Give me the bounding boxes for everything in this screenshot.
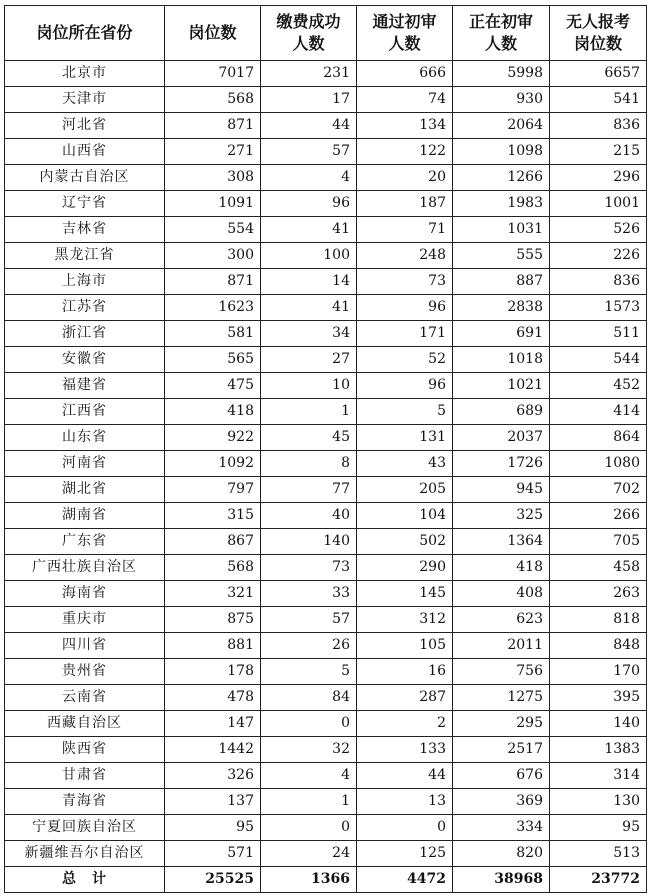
province-cell: 安徽省 [5, 347, 165, 373]
province-cell: 天津市 [5, 87, 165, 113]
positions-cell: 565 [165, 347, 261, 373]
passed-cell: 96 [357, 373, 453, 399]
no-applicant-cell: 1080 [550, 451, 647, 477]
table-row [5, 87, 647, 113]
paid-cell: 0 [261, 815, 357, 841]
passed-cell: 312 [357, 607, 453, 633]
no-applicant-cell: 452 [550, 373, 647, 399]
positions-cell: 475 [165, 373, 261, 399]
reviewing-cell: 945 [453, 477, 550, 503]
reviewing-cell: 334 [453, 815, 550, 841]
positions-cell: 1092 [165, 451, 261, 477]
province-cell: 黑龙江省 [5, 243, 165, 269]
reviewing-cell: 418 [453, 555, 550, 581]
no-applicant-cell: 836 [550, 113, 647, 139]
table-body [5, 61, 647, 893]
passed-cell: 74 [357, 87, 453, 113]
positions-cell: 478 [165, 685, 261, 711]
table-row [5, 191, 647, 217]
table-row [5, 113, 647, 139]
table-row [5, 243, 647, 269]
table-row [5, 425, 647, 451]
positions-cell: 797 [165, 477, 261, 503]
table-row [5, 789, 647, 815]
paid-cell: 1 [261, 789, 357, 815]
paid-cell: 41 [261, 295, 357, 321]
applicant-stats-table [4, 5, 647, 893]
reviewing-cell: 1098 [453, 139, 550, 165]
positions-cell: 871 [165, 269, 261, 295]
no-applicant-cell: 414 [550, 399, 647, 425]
paid-cell: 73 [261, 555, 357, 581]
reviewing-cell: 555 [453, 243, 550, 269]
paid-cell: 32 [261, 737, 357, 763]
paid-cell: 45 [261, 425, 357, 451]
total-row [5, 867, 647, 893]
no-applicant-cell: 705 [550, 529, 647, 555]
passed-cell: 122 [357, 139, 453, 165]
province-cell: 山东省 [5, 425, 165, 451]
paid-cell: 77 [261, 477, 357, 503]
province-cell: 新疆维吾尔自治区 [5, 841, 165, 867]
reviewing-cell: 691 [453, 321, 550, 347]
positions-cell: 571 [165, 841, 261, 867]
reviewing-cell: 295 [453, 711, 550, 737]
passed-cell: 290 [357, 555, 453, 581]
positions-cell: 271 [165, 139, 261, 165]
table-row [5, 659, 647, 685]
passed-cell: 105 [357, 633, 453, 659]
no-applicant-cell: 266 [550, 503, 647, 529]
no-applicant-cell: 526 [550, 217, 647, 243]
no-applicant-cell: 263 [550, 581, 647, 607]
province-cell: 云南省 [5, 685, 165, 711]
reviewing-cell: 623 [453, 607, 550, 633]
province-cell: 上海市 [5, 269, 165, 295]
reviewing-cell: 887 [453, 269, 550, 295]
passed-cell: 44 [357, 763, 453, 789]
province-cell: 河南省 [5, 451, 165, 477]
positions-cell: 867 [165, 529, 261, 555]
total-no-applicant-cell: 23772 [550, 867, 647, 893]
passed-cell: 171 [357, 321, 453, 347]
no-applicant-cell: 170 [550, 659, 647, 685]
no-applicant-cell: 848 [550, 633, 647, 659]
reviewing-cell: 1018 [453, 347, 550, 373]
passed-cell: 134 [357, 113, 453, 139]
header-province: 岗位所在省份 [5, 6, 165, 61]
positions-cell: 1442 [165, 737, 261, 763]
no-applicant-cell: 140 [550, 711, 647, 737]
reviewing-cell: 2838 [453, 295, 550, 321]
no-applicant-cell: 6657 [550, 61, 647, 87]
paid-cell: 140 [261, 529, 357, 555]
paid-cell: 33 [261, 581, 357, 607]
paid-cell: 1 [261, 399, 357, 425]
province-cell: 贵州省 [5, 659, 165, 685]
positions-cell: 881 [165, 633, 261, 659]
table-row [5, 529, 647, 555]
province-cell: 陕西省 [5, 737, 165, 763]
table-row [5, 815, 647, 841]
province-cell: 辽宁省 [5, 191, 165, 217]
positions-cell: 321 [165, 581, 261, 607]
province-cell: 吉林省 [5, 217, 165, 243]
province-cell: 北京市 [5, 61, 165, 87]
passed-cell: 13 [357, 789, 453, 815]
table-row [5, 139, 647, 165]
passed-cell: 16 [357, 659, 453, 685]
no-applicant-cell: 541 [550, 87, 647, 113]
passed-cell: 43 [357, 451, 453, 477]
no-applicant-cell: 1383 [550, 737, 647, 763]
no-applicant-cell: 314 [550, 763, 647, 789]
table-row [5, 633, 647, 659]
paid-cell: 41 [261, 217, 357, 243]
positions-cell: 922 [165, 425, 261, 451]
province-cell: 青海省 [5, 789, 165, 815]
province-cell: 福建省 [5, 373, 165, 399]
positions-cell: 581 [165, 321, 261, 347]
no-applicant-cell: 544 [550, 347, 647, 373]
paid-cell: 17 [261, 87, 357, 113]
positions-cell: 147 [165, 711, 261, 737]
positions-cell: 95 [165, 815, 261, 841]
reviewing-cell: 1266 [453, 165, 550, 191]
reviewing-cell: 5998 [453, 61, 550, 87]
province-cell: 西藏自治区 [5, 711, 165, 737]
passed-cell: 666 [357, 61, 453, 87]
table-row [5, 61, 647, 87]
reviewing-cell: 2517 [453, 737, 550, 763]
passed-cell: 5 [357, 399, 453, 425]
paid-cell: 44 [261, 113, 357, 139]
positions-cell: 1623 [165, 295, 261, 321]
passed-cell: 205 [357, 477, 453, 503]
header-passed: 通过初审 人数 [357, 6, 453, 61]
table-row [5, 607, 647, 633]
passed-cell: 131 [357, 425, 453, 451]
table-row [5, 217, 647, 243]
province-cell: 重庆市 [5, 607, 165, 633]
no-applicant-cell: 130 [550, 789, 647, 815]
reviewing-cell: 1983 [453, 191, 550, 217]
table-row [5, 737, 647, 763]
passed-cell: 248 [357, 243, 453, 269]
positions-cell: 871 [165, 113, 261, 139]
province-cell: 浙江省 [5, 321, 165, 347]
province-cell: 甘肃省 [5, 763, 165, 789]
reviewing-cell: 1275 [453, 685, 550, 711]
paid-cell: 40 [261, 503, 357, 529]
no-applicant-cell: 511 [550, 321, 647, 347]
no-applicant-cell: 215 [550, 139, 647, 165]
table-row [5, 685, 647, 711]
table-row [5, 477, 647, 503]
paid-cell: 84 [261, 685, 357, 711]
reviewing-cell: 689 [453, 399, 550, 425]
province-cell: 广西壮族自治区 [5, 555, 165, 581]
reviewing-cell: 676 [453, 763, 550, 789]
positions-cell: 178 [165, 659, 261, 685]
reviewing-cell: 1726 [453, 451, 550, 477]
positions-cell: 1091 [165, 191, 261, 217]
passed-cell: 104 [357, 503, 453, 529]
header-paid: 缴费成功 人数 [261, 6, 357, 61]
passed-cell: 0 [357, 815, 453, 841]
passed-cell: 125 [357, 841, 453, 867]
no-applicant-cell: 226 [550, 243, 647, 269]
passed-cell: 96 [357, 295, 453, 321]
passed-cell: 187 [357, 191, 453, 217]
reviewing-cell: 325 [453, 503, 550, 529]
positions-cell: 326 [165, 763, 261, 789]
table-row [5, 841, 647, 867]
province-cell: 海南省 [5, 581, 165, 607]
header-positions: 岗位数 [165, 6, 261, 61]
reviewing-cell: 408 [453, 581, 550, 607]
province-cell: 江苏省 [5, 295, 165, 321]
province-cell: 广东省 [5, 529, 165, 555]
province-cell: 湖南省 [5, 503, 165, 529]
table-row [5, 581, 647, 607]
reviewing-cell: 369 [453, 789, 550, 815]
no-applicant-cell: 95 [550, 815, 647, 841]
province-cell: 四川省 [5, 633, 165, 659]
reviewing-cell: 1364 [453, 529, 550, 555]
paid-cell: 57 [261, 607, 357, 633]
positions-cell: 137 [165, 789, 261, 815]
positions-cell: 418 [165, 399, 261, 425]
province-cell: 江西省 [5, 399, 165, 425]
reviewing-cell: 2037 [453, 425, 550, 451]
reviewing-cell: 2064 [453, 113, 550, 139]
positions-cell: 308 [165, 165, 261, 191]
province-cell: 宁夏回族自治区 [5, 815, 165, 841]
province-cell: 湖北省 [5, 477, 165, 503]
total-positions-cell: 25525 [165, 867, 261, 893]
paid-cell: 4 [261, 763, 357, 789]
table-row [5, 711, 647, 737]
total-paid-cell: 1366 [261, 867, 357, 893]
passed-cell: 2 [357, 711, 453, 737]
passed-cell: 71 [357, 217, 453, 243]
table-row [5, 373, 647, 399]
passed-cell: 145 [357, 581, 453, 607]
total-label: 总 计 [5, 867, 165, 893]
paid-cell: 24 [261, 841, 357, 867]
table-row [5, 321, 647, 347]
header-no-applicant: 无人报考 岗位数 [550, 6, 647, 61]
no-applicant-cell: 1573 [550, 295, 647, 321]
passed-cell: 52 [357, 347, 453, 373]
no-applicant-cell: 818 [550, 607, 647, 633]
total-passed-cell: 4472 [357, 867, 453, 893]
paid-cell: 100 [261, 243, 357, 269]
table-row [5, 295, 647, 321]
passed-cell: 73 [357, 269, 453, 295]
header-reviewing: 正在初审 人数 [453, 6, 550, 61]
table-row [5, 347, 647, 373]
passed-cell: 502 [357, 529, 453, 555]
positions-cell: 7017 [165, 61, 261, 87]
paid-cell: 5 [261, 659, 357, 685]
no-applicant-cell: 296 [550, 165, 647, 191]
paid-cell: 10 [261, 373, 357, 399]
paid-cell: 96 [261, 191, 357, 217]
table-row [5, 451, 647, 477]
paid-cell: 26 [261, 633, 357, 659]
paid-cell: 14 [261, 269, 357, 295]
province-cell: 山西省 [5, 139, 165, 165]
no-applicant-cell: 702 [550, 477, 647, 503]
reviewing-cell: 2011 [453, 633, 550, 659]
paid-cell: 8 [261, 451, 357, 477]
table-row [5, 165, 647, 191]
positions-cell: 315 [165, 503, 261, 529]
paid-cell: 34 [261, 321, 357, 347]
province-cell: 河北省 [5, 113, 165, 139]
table-row [5, 503, 647, 529]
positions-cell: 875 [165, 607, 261, 633]
province-cell: 内蒙古自治区 [5, 165, 165, 191]
reviewing-cell: 1021 [453, 373, 550, 399]
passed-cell: 20 [357, 165, 453, 191]
table-row [5, 555, 647, 581]
no-applicant-cell: 864 [550, 425, 647, 451]
total-reviewing-cell: 38968 [453, 867, 550, 893]
paid-cell: 0 [261, 711, 357, 737]
no-applicant-cell: 395 [550, 685, 647, 711]
reviewing-cell: 756 [453, 659, 550, 685]
no-applicant-cell: 513 [550, 841, 647, 867]
no-applicant-cell: 1001 [550, 191, 647, 217]
reviewing-cell: 930 [453, 87, 550, 113]
paid-cell: 4 [261, 165, 357, 191]
positions-cell: 568 [165, 555, 261, 581]
table-row [5, 399, 647, 425]
table-row [5, 269, 647, 295]
no-applicant-cell: 458 [550, 555, 647, 581]
passed-cell: 133 [357, 737, 453, 763]
positions-cell: 568 [165, 87, 261, 113]
passed-cell: 287 [357, 685, 453, 711]
positions-cell: 300 [165, 243, 261, 269]
paid-cell: 231 [261, 61, 357, 87]
reviewing-cell: 1031 [453, 217, 550, 243]
table-row [5, 763, 647, 789]
paid-cell: 27 [261, 347, 357, 373]
header-row [5, 6, 647, 61]
paid-cell: 57 [261, 139, 357, 165]
reviewing-cell: 820 [453, 841, 550, 867]
positions-cell: 554 [165, 217, 261, 243]
no-applicant-cell: 836 [550, 269, 647, 295]
